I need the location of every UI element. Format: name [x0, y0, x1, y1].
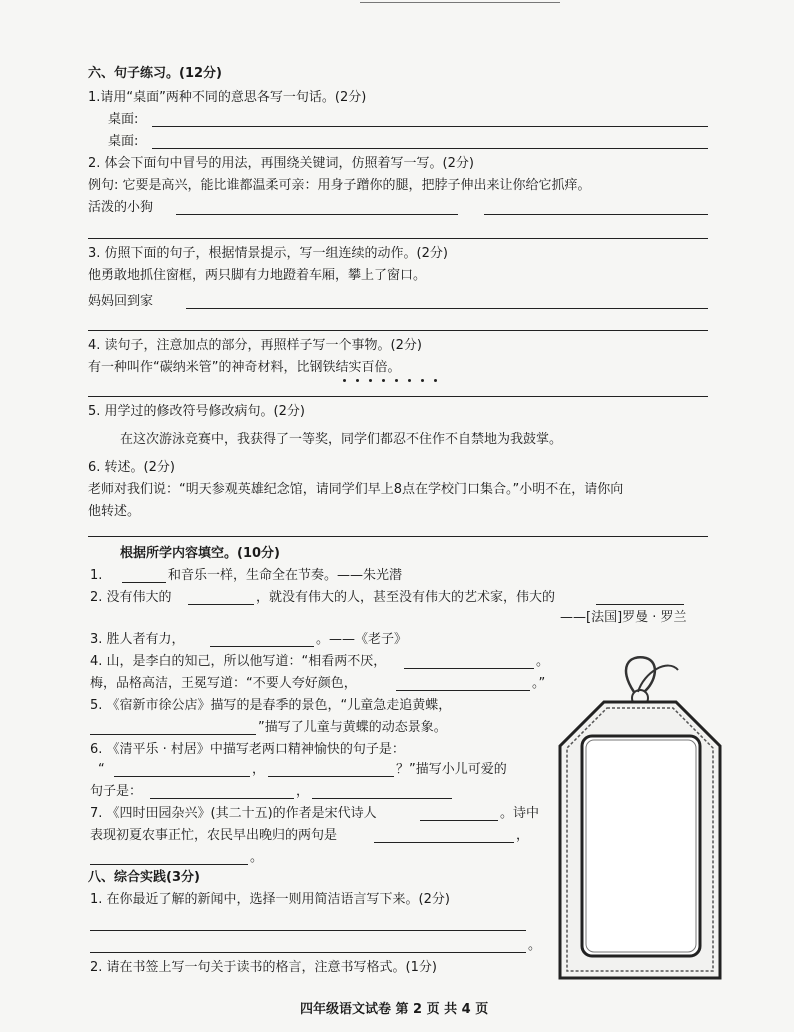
q7-4-end2: 。” [532, 676, 546, 691]
top-edge-line [360, 2, 560, 3]
q7-2-blank2[interactable] [596, 604, 684, 605]
q6-2-text: 2. 体会下面句中冒号的用法，再围绕关键词，仿照着写一写。(2分) [88, 156, 474, 171]
q6-4-answer-line[interactable] [88, 396, 708, 397]
q7-7-blank3[interactable] [90, 864, 248, 865]
q7-3-b: 。——《老子》 [316, 632, 408, 647]
q7-6-qmark: ？”描写小儿可爱的 [396, 762, 507, 777]
q7-6-line1: 6. 《清平乐 · 村居》中描写老两口精神愉快的句子是： [90, 742, 405, 757]
q6-3-text: 3. 仿照下面的句子，根据情景提示，写一组连续的动作。(2分) [88, 246, 448, 261]
section8-title: 八、综合实践(3分) [88, 870, 200, 885]
q7-7-end3: 。 [250, 850, 264, 865]
q7-3-blank[interactable] [210, 646, 314, 647]
q6-4-example: 有一种叫作“碳纳米管”的神奇材料，比钢铁结实百倍。 [88, 360, 401, 375]
q8-2-text: 2. 请在书签上写一句关于读书的格言，注意书写格式。(1分) [90, 960, 437, 975]
q7-6-blank3[interactable] [150, 798, 294, 799]
q6-4-text: 4. 读句子，注意加点的部分，再照样子写一个事物。(2分) [88, 338, 422, 353]
bookmark-writing-area[interactable] [582, 736, 700, 956]
q6-2-example: 例句: 它要是高兴，能比谁都温柔可亲：用身子蹭你的腿，把脖子伸出来让你给它抓痒。 [88, 178, 591, 193]
q7-4-blank1[interactable] [404, 668, 534, 669]
q7-5-blank[interactable] [90, 734, 256, 735]
q6-1-answer-line2[interactable] [152, 148, 708, 149]
emphasis-dot [395, 379, 398, 382]
q7-6-quote-open: “ [98, 762, 105, 777]
q7-6-blank2[interactable] [268, 776, 394, 777]
bookmark-string-tail [638, 666, 678, 692]
q7-1-blank[interactable] [122, 582, 166, 583]
q6-3-prompt: 妈妈回到家 [88, 294, 154, 309]
q6-5-text: 5. 用学过的修改符号修改病句。(2分) [88, 404, 305, 419]
q7-2-blank1[interactable] [188, 604, 254, 605]
q7-3-a: 3. 胜人者有力， [90, 632, 185, 647]
q6-2-answer-line3[interactable] [88, 238, 708, 239]
q6-3-example: 他勇敢地抓住窗框，两只脚有力地蹬着车厢，攀上了窗口。 [88, 268, 427, 283]
emphasis-dot [434, 379, 437, 382]
emphasis-dot [369, 379, 372, 382]
q7-7-line1: 7. 《四时田园杂兴》(其二十五)的作者是宋代诗人 [90, 806, 377, 821]
q6-1-label1: 桌面: [108, 112, 139, 127]
q7-7-end1: 。诗中 [500, 806, 540, 821]
emphasis-dot [343, 379, 346, 382]
q7-4-blank2[interactable] [396, 690, 530, 691]
q7-5-line2: ”描写了儿童与黄蝶的动态景象。 [258, 720, 447, 735]
q7-5-line1: 5. 《宿新市徐公店》描写的是春季的景色，“儿童急走追黄蝶， [90, 698, 452, 713]
q6-2-answer-line2[interactable] [484, 214, 708, 215]
q7-1-rest: 和音乐一样，生命全在节奏。——朱光潜 [168, 568, 403, 583]
q7-2-a: 2. 没有伟大的 [90, 590, 172, 605]
q6-6-text: 6. 转述。(2分) [88, 460, 175, 475]
q7-2-source: ——[法国]罗曼 · 罗兰 [560, 610, 687, 625]
q6-1-label2: 桌面: [108, 134, 139, 149]
q7-7-blank1[interactable] [420, 820, 498, 821]
q7-7-blank2[interactable] [374, 842, 514, 843]
q6-6-answer-line[interactable] [88, 536, 708, 537]
emphasis-dot [382, 379, 385, 382]
q6-5-sentence: 在这次游泳竞赛中，我获得了一等奖，同学们都忍不住作不自禁地为我鼓掌。 [120, 432, 563, 447]
q7-6-comma1: ， [252, 762, 266, 777]
q8-1-text: 1. 在你最近了解的新闻中，选择一则用简洁语言写下来。(2分) [90, 892, 450, 907]
q7-4-line2: 梅，品格高洁，王冕写道：“不要人夸好颜色， [90, 676, 357, 691]
q6-2-answer-line1[interactable] [176, 214, 458, 215]
q7-6-line3: 句子是： [90, 784, 143, 799]
q7-7-end2: ， [516, 828, 530, 843]
q7-4-end1: 。 [536, 654, 550, 669]
q6-3-answer-line2[interactable] [88, 330, 708, 331]
emphasis-dot [408, 379, 411, 382]
q8-1-end: 。 [528, 938, 542, 953]
q8-1-answer-line1[interactable] [90, 930, 526, 931]
bookmark-illustration[interactable] [548, 648, 738, 986]
q7-2-b: ，就没有伟大的人，甚至没有伟大的艺术家，伟大的 [256, 590, 556, 605]
q7-4-line1: 4. 山，是李白的知己，所以他写道：“相看两不厌， [90, 654, 387, 669]
q6-6-line2: 他转述。 [88, 504, 141, 519]
q7-6-comma2: ， [296, 784, 310, 799]
emphasis-dot [356, 379, 359, 382]
section6-title: 六、句子练习。(12分) [88, 66, 222, 81]
q7-1-num: 1. [90, 568, 103, 583]
section7-title: 根据所学内容填空。(10分) [120, 546, 280, 561]
q7-7-line2: 表现初夏农事正忙，农民早出晚归的两句是 [90, 828, 338, 843]
q6-3-answer-line1[interactable] [186, 308, 708, 309]
q6-1-text: 1.请用“桌面”两种不同的意思各写一句话。(2分) [88, 90, 367, 105]
q8-1-answer-line2[interactable] [90, 952, 526, 953]
q6-2-prompt: 活泼的小狗 [88, 200, 154, 215]
q7-6-blank4[interactable] [312, 798, 452, 799]
q6-6-line1: 老师对我们说：“明天参观英雄纪念馆，请同学们早上8点在学校门口集合。”小明不在，请你向 [88, 482, 624, 497]
page-footer: 四年级语文试卷 第 2 页 共 4 页 [300, 1002, 489, 1017]
emphasis-dot [421, 379, 424, 382]
q6-1-answer-line1[interactable] [152, 126, 708, 127]
q7-6-blank1[interactable] [114, 776, 250, 777]
